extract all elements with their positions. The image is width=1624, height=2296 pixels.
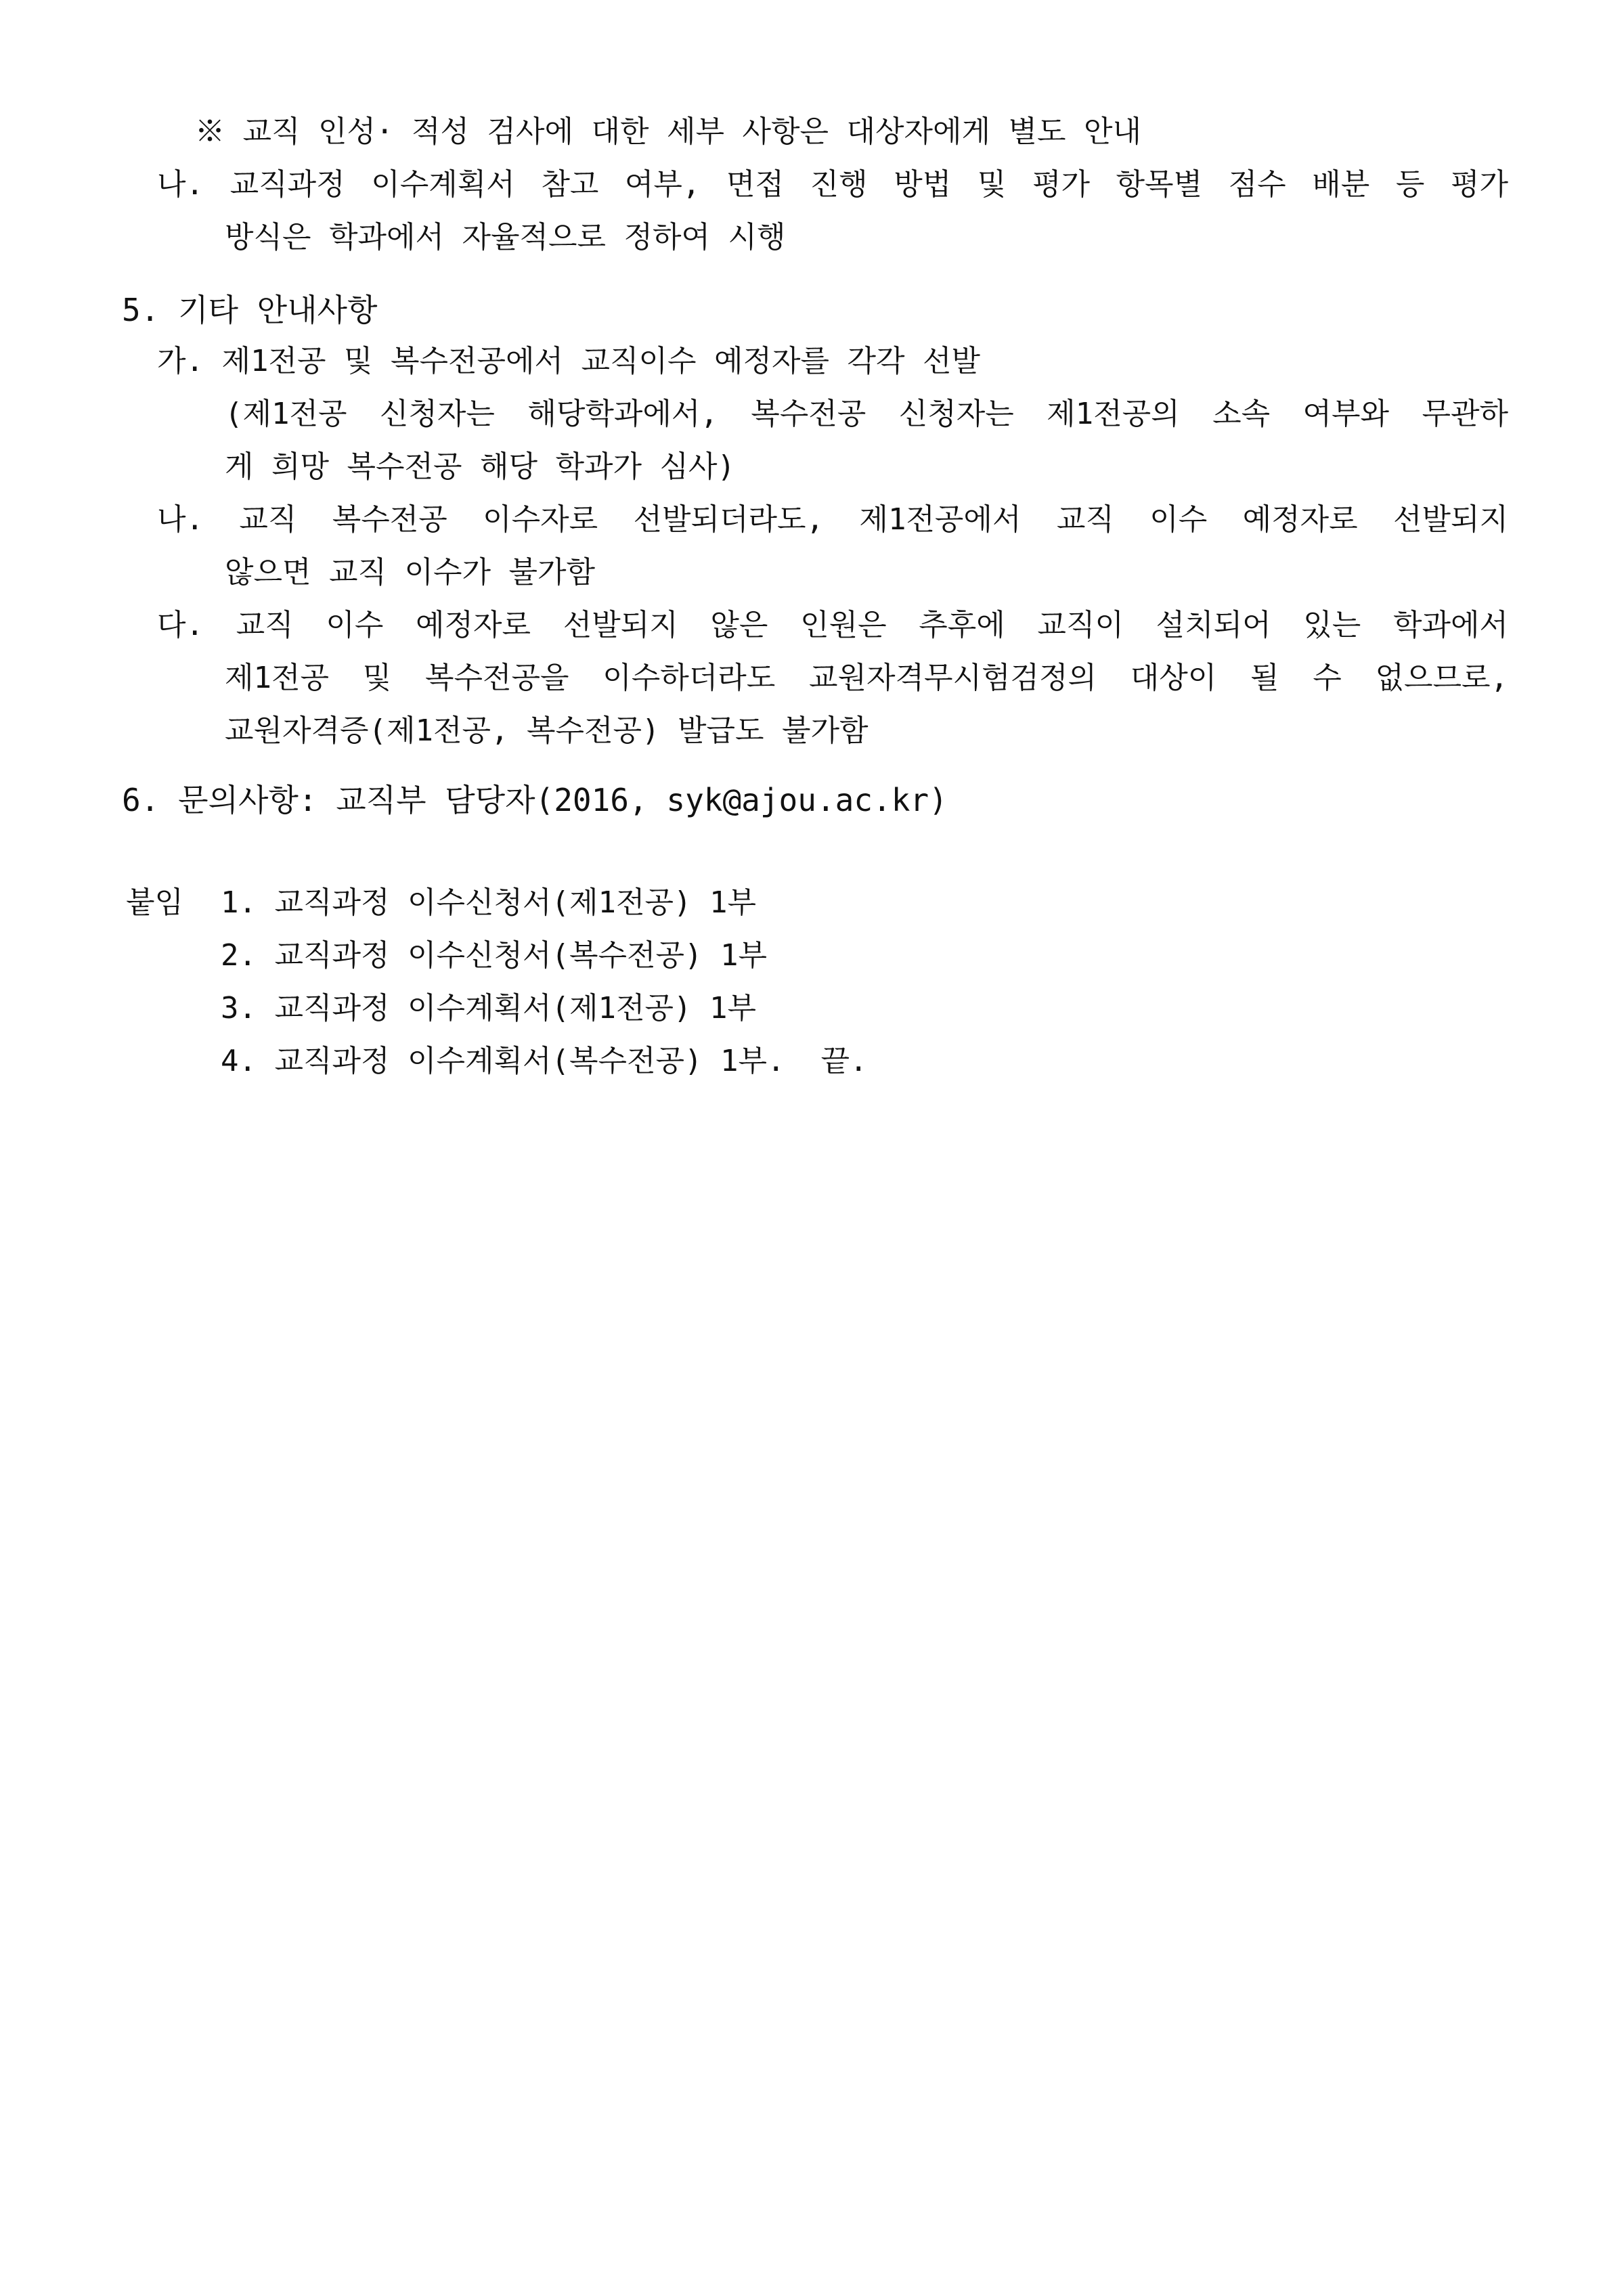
- attachment-item: 2. 교직과정 이수신청서(복수전공) 1부: [221, 938, 767, 973]
- evaluation-method-line-2: 방식은 학과에서 자율적으로 정하여 시행: [225, 220, 786, 255]
- selection-item-ga-line-3: 게 희망 복수전공 해당 학과가 심사): [225, 449, 735, 484]
- selection-item-da-line-3: 교원자격증(제1전공, 복수전공) 발급도 불가함: [225, 713, 869, 748]
- attachment-item: 1. 교직과정 이수신청서(제1전공) 1부: [221, 885, 756, 920]
- attachment-item: 4. 교직과정 이수계획서(복수전공) 1부. 끝.: [221, 1044, 868, 1078]
- selection-item-da-line-1: 다. 교직 이수 예정자로 선발되지 않은 인원은 추후에 교직이 설치되어 있는 학과에서: [157, 608, 1509, 642]
- attachments-label: 붙임: [126, 885, 184, 920]
- section-6-contact: 6. 문의사항: 교직부 담당자(2016, syk@ajou.ac.kr): [122, 782, 948, 818]
- attachment-item: 3. 교직과정 이수계획서(제1전공) 1부: [221, 991, 756, 1025]
- selection-item-da-line-2: 제1전공 및 복수전공을 이수하더라도 교원자격무시험검정의 대상이 될 수 없으므로,: [225, 661, 1508, 695]
- selection-item-na-line-2: 않으면 교직 이수가 불가함: [225, 555, 596, 590]
- section-5-heading: 5. 기타 안내사항: [122, 292, 378, 328]
- evaluation-method-line-1: 나. 교직과정 이수계획서 참고 여부, 면접 진행 방법 및 평가 항목별 점수 배분 등 평가: [157, 167, 1508, 202]
- selection-item-ga-line-1: 가. 제1전공 및 복수전공에서 교직이수 예정자를 각각 선발: [157, 344, 981, 378]
- selection-item-na-line-1: 나. 교직 복수전공 이수자로 선발되더라도, 제1전공에서 교직 이수 예정자로 선발되지: [157, 502, 1509, 537]
- screening-note: ※ 교직 인성· 적성 검사에 대한 세부 사항은 대상자에게 별도 안내: [195, 114, 1141, 149]
- selection-item-ga-line-2: (제1전공 신청자는 해당학과에서, 복수전공 신청자는 제1전공의 소속 여부와 무관하: [225, 397, 1508, 431]
